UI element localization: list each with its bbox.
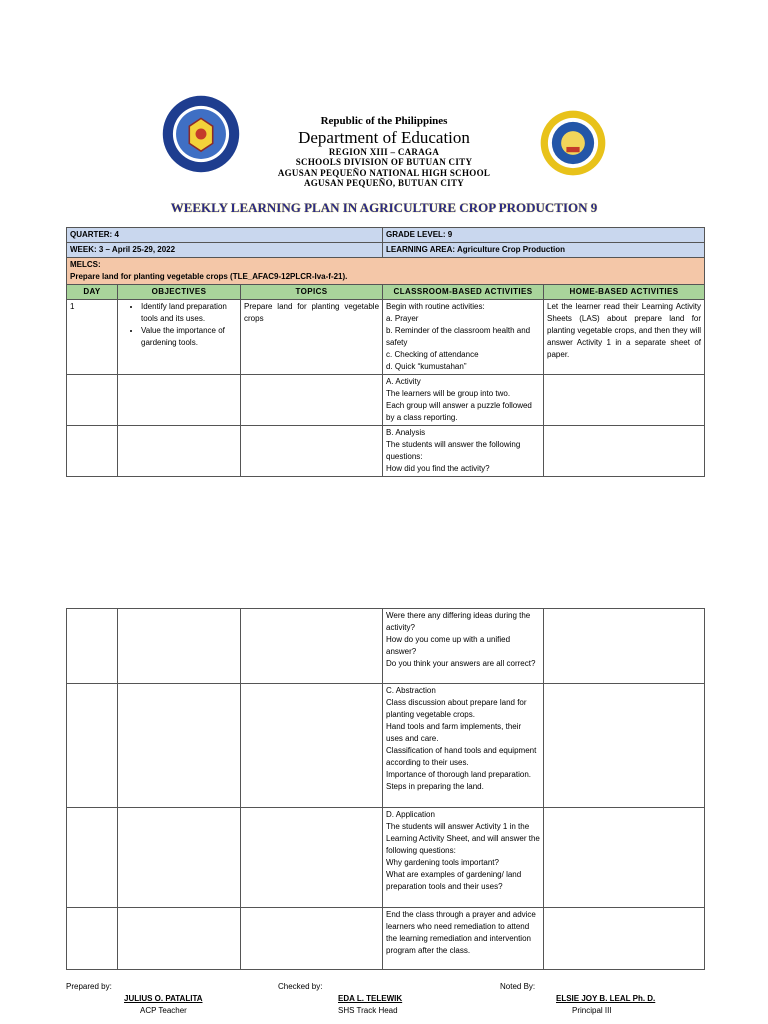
day-cell bbox=[67, 684, 118, 808]
activity-line: a. Prayer bbox=[386, 314, 419, 323]
activity-line: Importance of thorough land preparation. bbox=[386, 770, 531, 779]
activity-line: The students will answer the following questions: bbox=[386, 440, 521, 461]
classroom-cell bbox=[383, 684, 544, 808]
activity-line: What are examples of gardening/ land preparation tools and their uses? bbox=[386, 870, 522, 891]
activity-line: Begin with routine activities: bbox=[386, 302, 485, 311]
activity-line: d. Quick “kumustahan” bbox=[386, 362, 467, 371]
learning-area-cell: LEARNING AREA: Agriculture Crop Production bbox=[383, 243, 705, 258]
info-row-2 bbox=[67, 243, 705, 258]
col-day: DAY bbox=[67, 285, 118, 300]
activity-line: End the class through a prayer and advice learners who need remediation to attend the learning remediation and intervention program after the class. bbox=[386, 910, 536, 955]
melcs-text: Prepare land for planting vegetable crops (TLE_AFAC9-12PLCR-Iva-f-21). bbox=[70, 272, 348, 281]
division-heading: SCHOOLS DIVISION OF BUTUAN CITY bbox=[295, 157, 473, 167]
objectives-cell bbox=[118, 375, 241, 426]
quarter-cell: QUARTER: 4 bbox=[67, 228, 383, 243]
topic-cell: Prepare land for planting vegetable crops bbox=[241, 300, 383, 375]
activity-line: Class discussion about prepare land for planting vegetable crops. bbox=[386, 698, 527, 719]
classroom-cell bbox=[383, 609, 544, 684]
objective-item: • Identify land preparation tools and its uses. bbox=[141, 301, 237, 325]
activity-line: D. Application bbox=[386, 810, 435, 819]
school-heading: AGUSAN PEQUEÑO NATIONAL HIGH SCHOOL bbox=[277, 168, 491, 178]
activity-line: How did you find the activity? bbox=[386, 464, 490, 473]
day-cell bbox=[67, 375, 118, 426]
home-cell bbox=[544, 908, 705, 970]
table-row bbox=[67, 609, 705, 684]
activity-line: Why gardening tools important? bbox=[386, 858, 499, 867]
activity-line: A. Activity bbox=[386, 377, 421, 386]
col-objectives: OBJECTIVES bbox=[118, 285, 241, 300]
topic-cell bbox=[241, 375, 383, 426]
home-cell bbox=[544, 426, 705, 477]
column-header-row bbox=[67, 285, 705, 300]
topic-cell bbox=[241, 426, 383, 477]
melcs-label: MELCS: bbox=[70, 260, 101, 269]
objectives-cell bbox=[118, 426, 241, 477]
melcs-row bbox=[67, 258, 705, 285]
melcs-cell bbox=[67, 258, 705, 285]
address-heading: AGUSAN PEQUEÑO, BUTUAN CITY bbox=[303, 178, 465, 188]
objectives-cell bbox=[118, 300, 241, 375]
classroom-cell bbox=[383, 375, 544, 426]
day-cell bbox=[67, 426, 118, 477]
week-cell: WEEK: 3 – April 25-29, 2022 bbox=[67, 243, 383, 258]
learning-plan-table-part-1 bbox=[66, 227, 705, 477]
checked-by-label: Checked by: bbox=[278, 982, 323, 991]
home-cell bbox=[544, 375, 705, 426]
table-row bbox=[67, 375, 705, 426]
activity-line: Were there any differing ideas during the activity? bbox=[386, 611, 531, 632]
checked-by-name: EDA L. TELEWIK bbox=[338, 994, 403, 1003]
home-cell bbox=[544, 609, 705, 684]
home-cell bbox=[544, 808, 705, 908]
region-heading: REGION XIII – CARAGA bbox=[328, 147, 440, 157]
activity-line: Do you think your answers are all correct? bbox=[386, 659, 536, 668]
info-row-1 bbox=[67, 228, 705, 243]
col-classroom: CLASSROOM-BASED ACTIVITIES bbox=[383, 285, 544, 300]
activity-line: Each group will answer a puzzle followed by a class reporting. bbox=[386, 401, 532, 422]
classroom-cell bbox=[383, 908, 544, 970]
topic-cell bbox=[241, 609, 383, 684]
learning-plan-table-part-2 bbox=[66, 608, 705, 970]
grade-cell: GRADE LEVEL: 9 bbox=[383, 228, 705, 243]
classroom-cell bbox=[383, 426, 544, 477]
table-row bbox=[67, 684, 705, 808]
day-cell: 1 bbox=[67, 300, 118, 375]
prepared-by-name: JULIUS O. PATALITA bbox=[124, 994, 203, 1003]
activity-line: B. Analysis bbox=[386, 428, 426, 437]
objectives-cell bbox=[118, 609, 241, 684]
noted-by-label: Noted By: bbox=[500, 982, 536, 991]
prepared-by-role: ACP Teacher bbox=[140, 1006, 187, 1015]
prepared-by-label: Prepared by: bbox=[66, 982, 112, 991]
col-topics: TOPICS bbox=[241, 285, 383, 300]
table-row bbox=[67, 426, 705, 477]
noted-by-name: ELSIE JOY B. LEAL Ph. D. bbox=[556, 994, 656, 1003]
objectives-cell bbox=[118, 684, 241, 808]
activity-line: c. Checking of attendance bbox=[386, 350, 479, 359]
activity-line: How do you come up with a unified answer? bbox=[386, 635, 511, 656]
topic-cell bbox=[241, 808, 383, 908]
department-heading: Department of Education bbox=[298, 128, 470, 147]
republic-heading: Republic of the Philippines bbox=[320, 115, 448, 127]
activity-line: Classification of hand tools and equipment according to their uses. bbox=[386, 746, 537, 767]
activity-line: b. Reminder of the classroom health and safety bbox=[386, 326, 531, 347]
noted-by-role: Principal III bbox=[572, 1006, 612, 1015]
activity-line: C. Abstraction bbox=[386, 686, 436, 695]
activity-line: Hand tools and farm implements, their uses and care. bbox=[386, 722, 522, 743]
objective-item: • Value the importance of gardening tools. bbox=[141, 325, 237, 349]
day-cell bbox=[67, 908, 118, 970]
day-cell bbox=[67, 609, 118, 684]
classroom-cell bbox=[383, 300, 544, 375]
table-row bbox=[67, 908, 705, 970]
classroom-cell bbox=[383, 808, 544, 908]
col-home: HOME-BASED ACTIVITIES bbox=[544, 285, 705, 300]
table-row bbox=[67, 300, 705, 375]
checked-by-role: SHS Track Head bbox=[338, 1006, 398, 1015]
activity-line: The learners will be group into two. bbox=[386, 389, 511, 398]
table-row bbox=[67, 808, 705, 908]
topic-cell bbox=[241, 684, 383, 808]
objectives-cell bbox=[118, 908, 241, 970]
home-cell: Let the learner read their Learning Activity Sheets (LAS) about prepare land for planting vegetable crops, and then they will answer Activity 1 in a separate sheet of paper. bbox=[544, 300, 705, 375]
activity-line: Steps in preparing the land. bbox=[386, 782, 484, 791]
plan-title: WEEKLY LEARNING PLAN IN AGRICULTURE CROP PRODUCTION 9 bbox=[170, 200, 598, 215]
home-cell bbox=[544, 684, 705, 808]
objectives-cell bbox=[118, 808, 241, 908]
activity-line: The students will answer Activity 1 in the Learning Activity Sheet, and will answer the following questions: bbox=[386, 822, 540, 855]
day-cell bbox=[67, 808, 118, 908]
topic-cell bbox=[241, 908, 383, 970]
